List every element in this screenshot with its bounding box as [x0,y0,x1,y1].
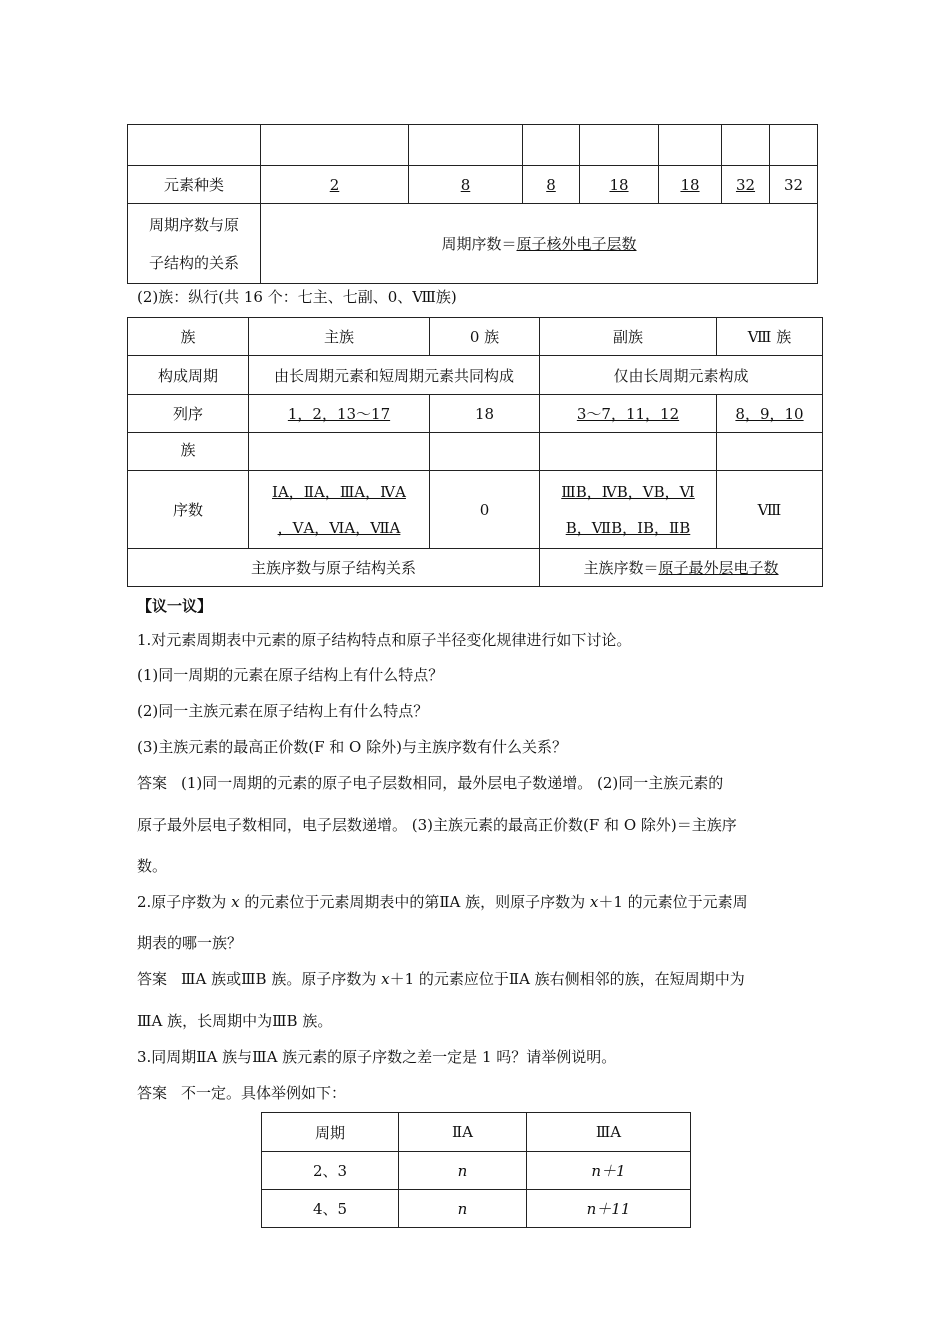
main-relation-value-cell [540,549,823,587]
answer-1-line: 原子最外层电子数相同，电子层数递增。 (3)主族元素的最高正价数(F 和 O 除外)＝主族序 [137,816,737,834]
period-table-cell [261,125,409,166]
viii-order: Ⅷ [717,471,823,549]
period-table [127,124,818,284]
answer-label: 答案 [137,774,168,792]
variable-x: x [589,893,599,911]
example-header: ⅢA [527,1113,691,1152]
variable-x: x [381,970,390,988]
composition-label: 构成周期 [128,356,249,395]
composition-main: 由长周期元素和短周期元素共同构成 [249,356,540,395]
family-header: Ⅷ 族 [717,318,823,356]
columns-zero: 18 [430,395,540,433]
period-table-cell [659,125,722,166]
kinds-value [409,166,523,204]
sub-order-line: B，ⅦB，ⅠB，ⅡB [565,518,691,537]
columns-main [249,395,430,433]
kinds-value-text: 32 [735,175,756,194]
columns-sub-text: 3～7，11，12 [576,405,680,423]
kinds-value [722,166,770,204]
question-1-1: (1)同一周期的元素在原子结构上有什么特点？ [137,666,444,684]
empty-cell [249,433,430,471]
main-order-line: ，ⅤA，ⅥA，ⅦA [277,518,401,537]
relation-label-line: 周期序数与原 [148,215,239,234]
kinds-value-text: 18 [609,175,629,194]
example-cell: n＋1 [527,1152,691,1190]
main-relation-prefix: 主族序数＝ [583,559,659,577]
period-table-cell [523,125,580,166]
answer-1-text: (1)同一周期的元素的原子电子层数相同，最外层电子数递增。 (2)同一主族元素的 [181,774,724,792]
period-table-cell [722,125,770,166]
sub-order-line: ⅢB，ⅣB，ⅤB，Ⅵ [561,482,695,501]
question-2-text: 2.原子序数为 [137,893,232,911]
family-header: 主族 [249,318,430,356]
columns-label: 列序 [128,395,249,433]
question-2-text: 的元素位于元素周期表中的第ⅡA 族，则原子序数为 [239,893,590,911]
period-table-cell [580,125,659,166]
relation-value: 原子核外电子层数 [516,235,637,253]
period-table-cell [128,125,261,166]
answer-2-text: ＋1 的元素应位于ⅡA 族右侧相邻的族，在短周期中为 [389,970,745,988]
answer-2-line2: ⅢA 族，长周期中为ⅢB 族。 [137,1012,333,1030]
period-table-cell [770,125,818,166]
kinds-value-text: 8 [460,175,471,194]
answer-2-text: ⅢA 族或ⅢB 族。原子序数为 [181,970,382,988]
empty-cell [430,433,540,471]
example-cell: n [399,1152,527,1190]
composition-sub: 仅由长周期元素构成 [540,356,823,395]
question-2-text: ＋1 的元素位于元素周 [598,893,748,911]
example-header: 周期 [262,1113,399,1152]
example-cell: n＋11 [527,1190,691,1228]
kinds-value-text: 2 [329,175,340,194]
question-1-3: (3)主族元素的最高正价数(F 和 O 除外)与主族序数有什么关系？ [137,738,567,756]
empty-cell [540,433,717,471]
zero-order: 0 [430,471,540,549]
empty-cell [717,433,823,471]
answer-label: 答案 [137,970,168,988]
example-header: ⅡA [399,1113,527,1152]
relation-prefix: 周期序数＝ [441,235,517,253]
question-1: 1.对元素周期表中元素的原子结构特点和原子半径变化规律进行如下讨论。 [137,631,632,649]
family-table [127,317,823,587]
relation-label [128,204,261,284]
columns-viii-text: 8，9，10 [735,405,804,423]
main-order-line: ⅠA，ⅡA，ⅢA，ⅣA [272,482,406,501]
answer-2 [137,968,745,989]
family-label: 族 [128,433,249,471]
kinds-value-text: 8 [546,175,556,194]
columns-main-text: 1，2，13～17 [287,405,391,423]
discussion-title: 【议一议】 [137,597,213,615]
kinds-value [523,166,580,204]
question-2 [137,891,748,912]
main-relation-value: 原子最外层电子数 [658,559,779,577]
period-table-cell [409,125,523,166]
relation-label-line: 子结构的关系 [148,253,239,272]
question-2-line2: 期表的哪一族？ [137,934,243,952]
variable-x: x [231,893,240,911]
kinds-value [261,166,409,204]
question-3: 3.同周期ⅡA 族与ⅢA 族元素的原子序数之差一定是 1 吗？请举例说明。 [137,1048,617,1066]
example-cell: n [399,1190,527,1228]
kinds-value [659,166,722,204]
answer-3-text: 不一定。具体举例如下： [181,1084,347,1102]
kinds-value [580,166,659,204]
family-header: 0 族 [430,318,540,356]
relation-value-cell [261,204,818,284]
kinds-label: 元素种类 [128,166,261,204]
example-table [261,1112,691,1228]
family-heading: (2)族：纵行(共 16 个：七主、七副、0、Ⅷ族) [137,288,457,306]
answer-3 [137,1082,346,1103]
family-header: 族 [128,318,249,356]
columns-sub [540,395,717,433]
answer-1-line [137,772,723,793]
order-label: 序数 [128,471,249,549]
kinds-value: 32 [770,166,818,204]
kinds-value-text: 18 [680,175,700,194]
question-1-2: (2)同一主族元素在原子结构上有什么特点？ [137,702,429,720]
family-header: 副族 [540,318,717,356]
main-order [249,471,430,549]
answer-1-line: 数。 [137,857,168,875]
answer-label: 答案 [137,1084,168,1102]
columns-viii [717,395,823,433]
main-relation-label: 主族序数与原子结构关系 [128,549,540,587]
example-cell: 2、3 [262,1152,399,1190]
sub-order [540,471,717,549]
example-cell: 4、5 [262,1190,399,1228]
